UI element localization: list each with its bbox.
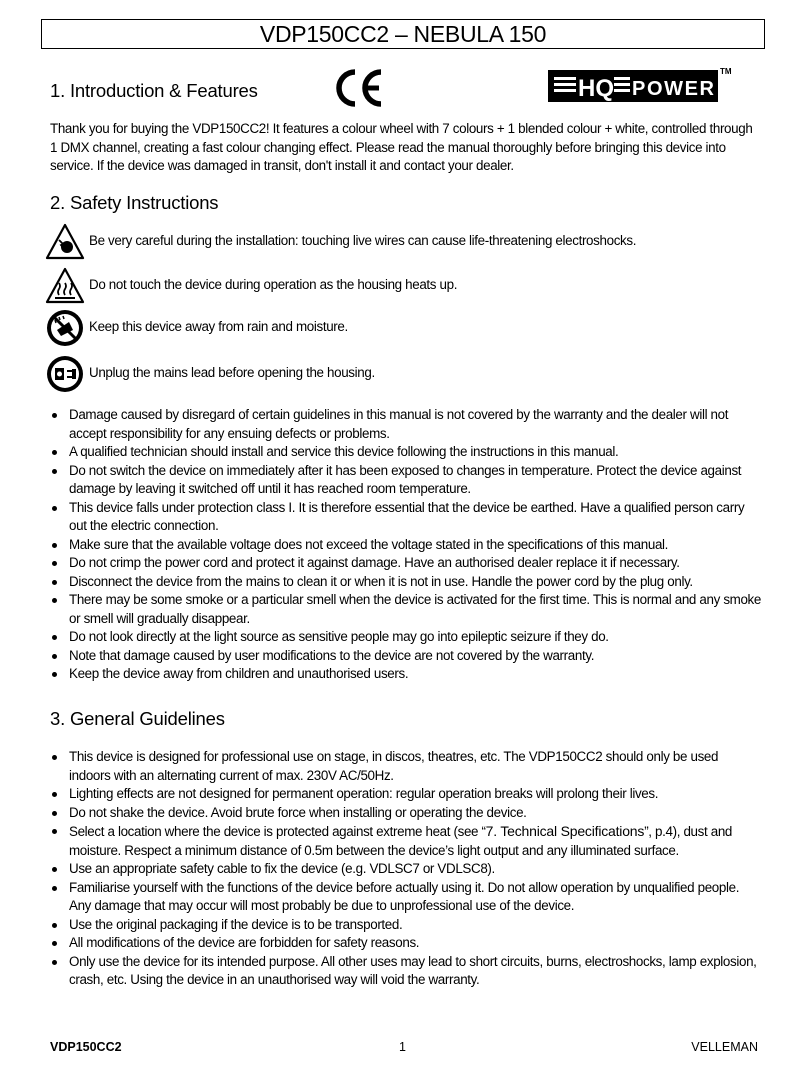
list-item: Note that damage caused by user modifications to the device are not covered by the warranty. bbox=[50, 647, 762, 666]
warning-row-electroshock bbox=[45, 222, 765, 262]
no-rain-moisture-icon bbox=[45, 308, 85, 348]
list-item: Only use the device for its intended purpose. All other uses may lead to short circuits, burns, electroshocks, lamp explosion, crash, etc. Using the device in an unauthorised way will void the warranty. bbox=[50, 953, 762, 990]
list-item: Make sure that the available voltage does not exceed the voltage stated in the specifications of this manual. bbox=[50, 536, 762, 555]
electric-shock-warning-icon bbox=[45, 222, 85, 262]
list-item: Do not look directly at the light source as sensitive people may go into epileptic seizure if they do. bbox=[50, 628, 762, 647]
list-item: This device falls under protection class I. It is therefore essential that the device be earthed. Have a qualified person carry out the electric connection. bbox=[50, 499, 762, 536]
guidelines-bullet-list bbox=[50, 748, 762, 990]
footer-model: VDP150CC2 bbox=[50, 1040, 122, 1054]
list-item: There may be some smoke or a particular smell when the device is activated for the first time. This is normal and any smoke or smell will gradually disappear. bbox=[50, 591, 762, 628]
heading-safety-instructions: 2. Safety Instructions bbox=[50, 192, 219, 213]
safety-bullet-list bbox=[50, 406, 762, 684]
list-item: Do not crimp the power cord and protect it against damage. Have an authorised dealer replace it if necessary. bbox=[50, 554, 762, 573]
list-item: Familiarise yourself with the functions of the device before actually using it. Do not allow operation by unqualified people. Any damage that may occur will most probably be due to unprofessional use of the device. bbox=[50, 879, 762, 916]
list-item-location bbox=[50, 822, 762, 860]
warning-row-hot-surface bbox=[45, 266, 765, 306]
ce-mark bbox=[333, 66, 385, 110]
location-text-before: Select a location where the device is protected against extreme heat (see “ bbox=[69, 824, 486, 839]
list-item: Keep the device away from children and unauthorised users. bbox=[50, 665, 762, 684]
list-item: Do not shake the device. Avoid brute force when installing or operating the device. bbox=[50, 804, 762, 823]
list-item: Lighting effects are not designed for permanent operation: regular operation breaks will prolong their lives. bbox=[50, 785, 762, 804]
warning-text: Keep this device away from rain and moisture. bbox=[89, 319, 348, 334]
heading-general-guidelines: 3. General Guidelines bbox=[50, 708, 225, 729]
heading-introduction: 1. Introduction & Features bbox=[50, 80, 258, 101]
footer-page-number: 1 bbox=[399, 1040, 406, 1054]
list-item: All modifications of the device are forbidden for safety reasons. bbox=[50, 934, 762, 953]
intro-paragraph: Thank you for buying the VDP150CC2! It features a colour wheel with 7 colours + 1 blended colour + white, controlled through 1 DMX channel, creating a fast colour changing effect. Please read the manual thoroughly before bringing this device into service. If the device was damaged in transit, don't install it and contact your dealer. bbox=[50, 121, 753, 173]
hot-surface-warning-icon bbox=[45, 266, 85, 306]
document-title: VDP150CC2 – NEBULA 150 bbox=[41, 19, 765, 49]
list-item: Damage caused by disregard of certain guidelines in this manual is not covered by the warranty and the dealer will not accept responsibility for any ensuing defects or problems. bbox=[50, 406, 762, 443]
warning-row-unplug bbox=[45, 354, 765, 394]
hq-power-logo bbox=[548, 66, 736, 102]
list-item: Do not switch the device on immediately after it has been exposed to changes in temperature. Protect the device against damage by leaving it switched off until it has reached room temperature. bbox=[50, 462, 762, 499]
svg-text:POWER: POWER bbox=[632, 78, 714, 100]
warning-text: Be very careful during the installation: touching live wires can cause life-threatening electroshocks. bbox=[89, 233, 637, 248]
warning-row-rain-moisture bbox=[45, 308, 765, 348]
list-item: Use an appropriate safety cable to fix the device (e.g. VDLSC7 or VDLSC8). bbox=[50, 860, 762, 879]
warning-text: Do not touch the device during operation as the housing heats up. bbox=[89, 277, 458, 292]
warning-text: Unplug the mains lead before opening the housing. bbox=[89, 365, 375, 380]
unplug-mains-icon bbox=[45, 354, 85, 394]
svg-text:HQ: HQ bbox=[578, 75, 614, 102]
svg-text:TM: TM bbox=[720, 67, 732, 76]
footer-brand: VELLEMAN bbox=[691, 1040, 758, 1054]
list-item: A qualified technician should install and service this device following the instructions in this manual. bbox=[50, 443, 762, 462]
list-item: Use the original packaging if the device is to be transported. bbox=[50, 916, 762, 935]
list-item: This device is designed for professional use on stage, in discos, theatres, etc. The VDP150CC2 should only be used indoors with an alternating current of max. 230V AC/50Hz. bbox=[50, 748, 762, 785]
location-text-after: ”, p.4), dust and moisture. Respect a minimum distance of 0.5m between the device’s light output and any illuminated surface. bbox=[69, 824, 733, 858]
technical-specifications-reference: 7. Technical Specifications bbox=[485, 823, 645, 839]
list-item: Disconnect the device from the mains to clean it or when it is not in use. Handle the power cord by the plug only. bbox=[50, 573, 762, 592]
